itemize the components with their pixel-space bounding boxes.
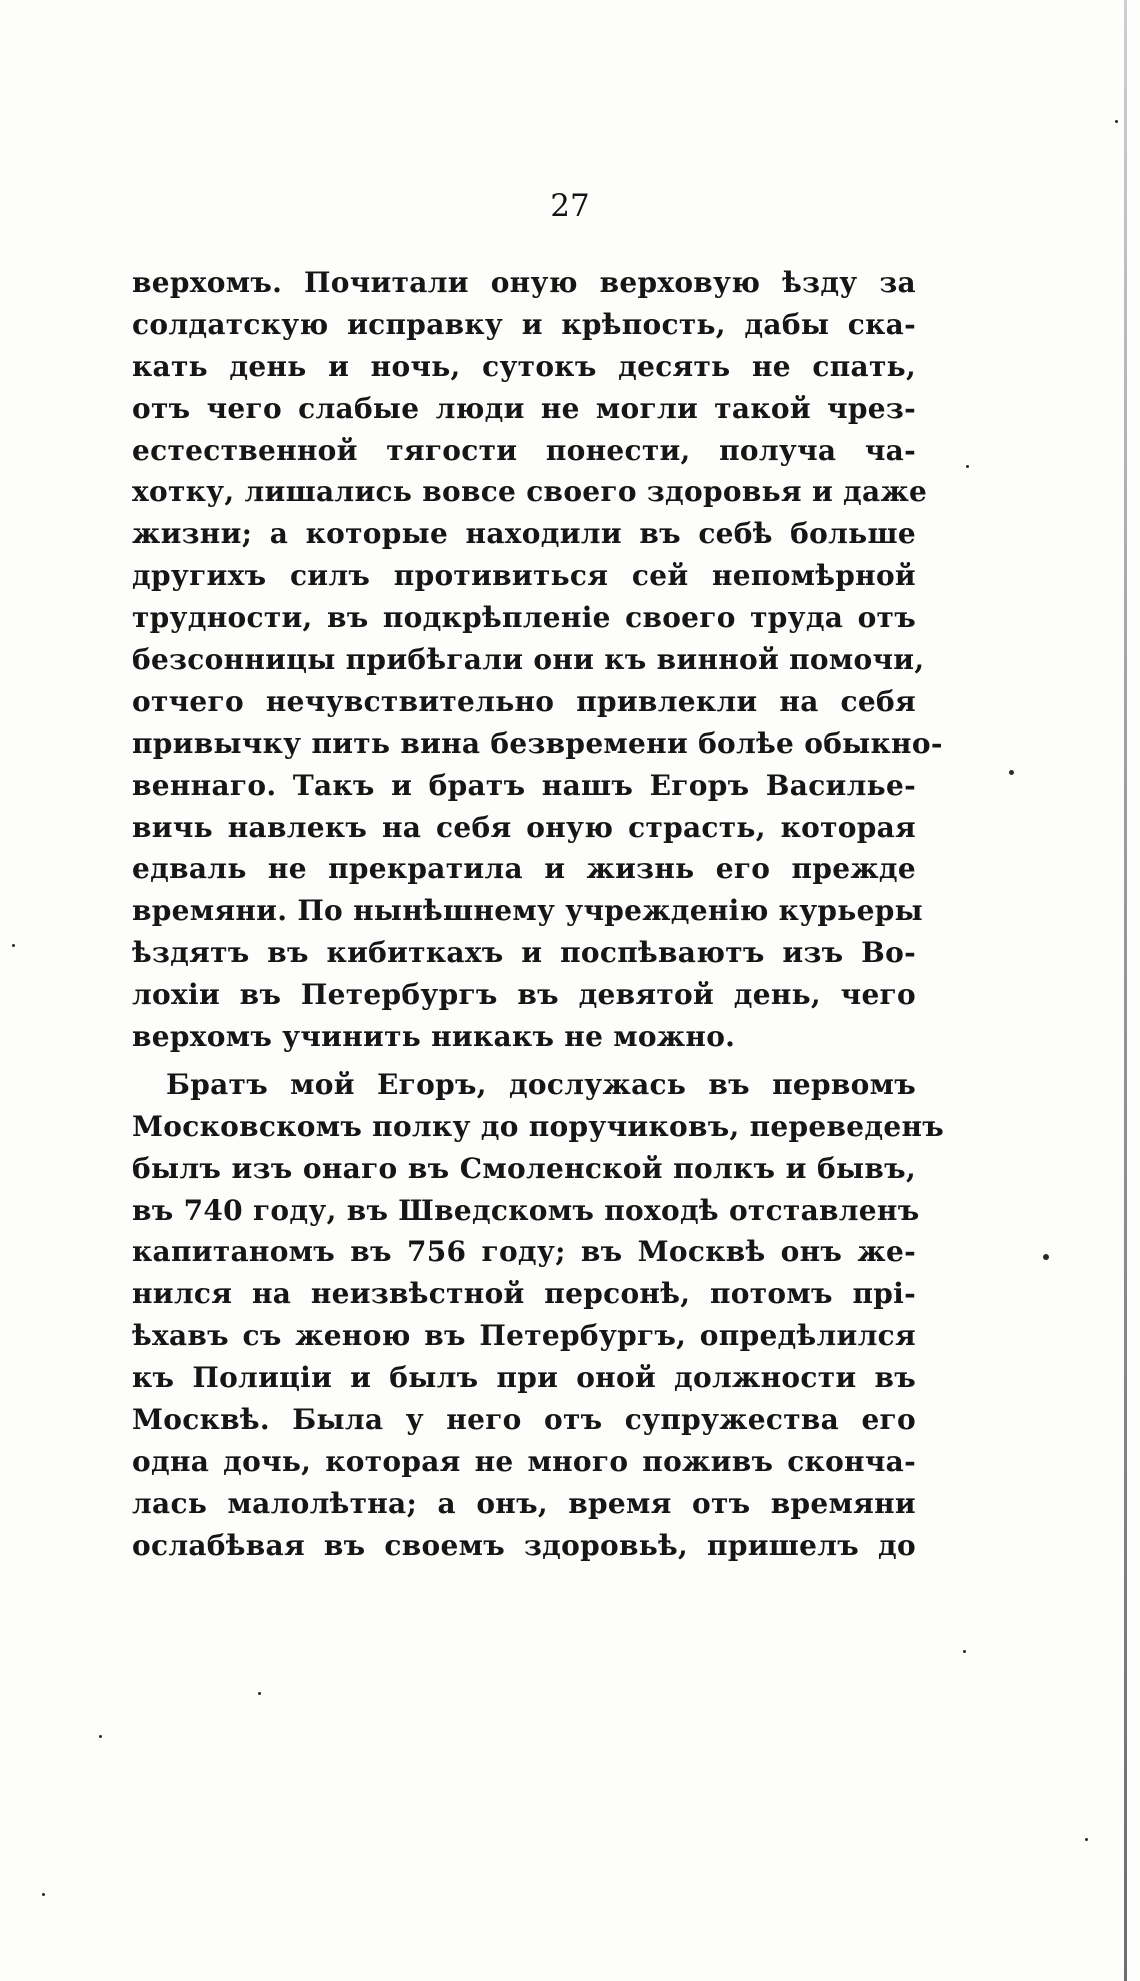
text-line: трудности, въ подкрѣпленіе своего труда отъ [132,601,916,635]
text-line: едваль не прекратила и жизнь его прежде [132,852,916,886]
text-line: одна дочь, которая не много поживъ скончa- [132,1444,916,1478]
scan-speck [99,1735,102,1738]
text-line: лась малолѣтна; а онъ, время отъ времяни [132,1486,916,1520]
text-line: верхомъ. Почитали оную верховую ѣзду за [132,266,916,299]
scan-speck [966,465,969,468]
scan-speck [42,1893,45,1896]
scan-speck [1085,1838,1088,1841]
scan-speck [1043,1254,1049,1260]
text-line: жизни; а которые находили въ себѣ больше [132,517,916,551]
text-line: привычку пить вина безвремени болѣе обыкно- [132,726,943,760]
scan-speck [963,1650,966,1653]
text-line: ѣздятъ въ кибиткахъ и поспѣваютъ изъ Во- [132,936,916,970]
page-number: 27 [550,188,590,224]
text-line: Московскомъ полку до поручиковъ, переведенъ [132,1109,945,1143]
body-text [132,262,945,1567]
text-line: вичь навлекъ на себя оную страсть, которая [132,810,916,844]
text-line: кать день и ночь, сутокъ десять не спать, [132,349,916,383]
text-line: нился на неизвѣстной персонѣ, потомъ прі- [132,1277,916,1311]
text-line: верхомъ учинить никакъ не можно. [132,1020,736,1054]
text-line: другихъ силъ противиться сей непомѣрной [132,559,916,593]
text-line: къ Полиціи и былъ при оной должности въ [132,1361,916,1395]
text-line: безсонницы прибѣгали они къ винной помочи, [132,643,925,677]
scan-speck [258,1692,261,1695]
scan-speck [1115,120,1118,123]
text-line: отчего нечувствительно привлекли на себя [132,684,916,718]
text-line: хотку, лишались вовсе своего здоровья и даже [132,475,928,509]
page-edge-shadow [1124,0,1127,1981]
scan-speck [12,944,15,947]
text-line: времяни. По нынѣшнему учрежденію курьеры [132,894,923,928]
text-line: веннаго. Такъ и братъ нашъ Егоръ Василье- [132,768,916,802]
text-line: естественной тягости понести, получа ча- [132,433,916,467]
text-line: ѣхавъ съ женою въ Петербургъ, опредѣлился [132,1319,916,1353]
text-line: Братъ мой Егоръ, дослужась въ первомъ [166,1067,916,1101]
text-line: капитаномъ въ 756 году; въ Москвѣ онъ же- [132,1235,916,1269]
text-line: былъ изъ онаго въ Смоленской полкъ и бывъ, [132,1151,916,1185]
text-line: ослабѣвая въ своемъ здоровьѣ, пришелъ до [132,1528,916,1562]
text-line: отъ чего слабые люди не могли такой чрез- [132,391,916,425]
text-line: въ 740 году, въ Шведскомъ походѣ отставленъ [132,1193,920,1227]
text-line: солдатскую исправку и крѣпость, дабы ска- [132,307,916,341]
text-line: Москвѣ. Была у него отъ супружества его [132,1403,916,1437]
scan-speck [1009,770,1014,775]
text-line: лохіи въ Петербургъ въ девятой день, чего [132,978,916,1012]
